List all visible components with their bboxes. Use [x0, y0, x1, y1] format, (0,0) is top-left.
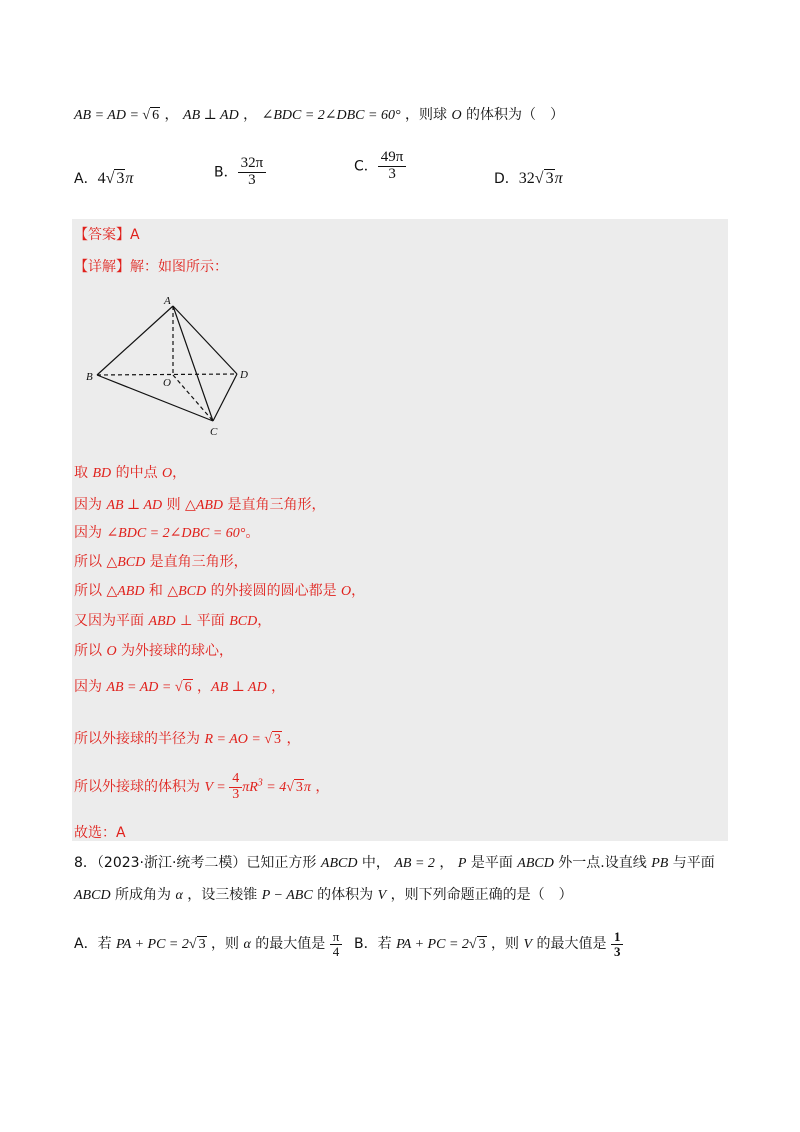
sqrt-6: √ 6: [142, 108, 160, 123]
step-2: 因为 AB ⊥ AD 则 △ABD 是直角三角形，: [74, 497, 326, 513]
label-c: C: [210, 426, 218, 438]
step-10: 所以外接球的体积为 V = $\frac{4}{3}$ $\pi R^3 = 4√$ 3π ，: [74, 771, 330, 802]
question-7-stem: AB = AD = √ 6 ， AB ⊥ AD ， ∠BDC = 2∠DBC = 60° ，则球 O 的体积为（ ）: [74, 107, 565, 123]
edge-ac: [173, 306, 213, 421]
question-8-line-2: ABCD 所成角为 α ，设三棱锥 P − ABC 的体积为 V ，则下列命题正确的是（ ）: [74, 887, 573, 903]
step-9: 所以外接球的半径为 R = AO = √ 3 ，: [74, 731, 301, 747]
step-5: 所以 △ABD 和 △BCD 的外接圆的圆心都是 O，: [74, 583, 366, 599]
question-8-line-1: 8．（2023·浙江·统考二模）已知正方形 ABCD 中， AB = 2 ， P 是平面 ABCD 外一点.设直线 PB 与平面: [74, 855, 715, 871]
option-b: B． $\frac{32\pi}{3}$: [214, 156, 266, 189]
segment-oc: [173, 375, 213, 421]
question-8-option-b: B．若 PA + PC = 2√ 3 ，则 V 的最大值是 $\frac{1}{3}$: [354, 930, 623, 958]
tetrahedron-figure: [80, 292, 260, 440]
question-8-option-a: A．若 PA + PC = 2√ 3 ，则 α 的最大值是 $\frac{\pi}{4}$: [74, 930, 342, 958]
step-3: 因为 ∠BDC = 2∠DBC = 60°。: [74, 525, 260, 541]
edge-ad: [173, 306, 237, 374]
step-6: 又因为平面 ABD ⊥ 平面 BCD，: [74, 613, 272, 629]
edge-bd: [97, 374, 237, 375]
option-a: A．4√ 3π: [74, 170, 134, 187]
detail-line: 【详解】解：如图所示：: [74, 259, 228, 275]
step-4: 所以 △BCD 是直角三角形，: [74, 554, 248, 570]
step-7: 所以 O 为外接球的球心，: [74, 643, 234, 659]
edge-dc: [213, 374, 237, 421]
option-d: D．32√ 3π: [494, 170, 563, 187]
answer-line: 【答案】A: [74, 227, 140, 243]
stem-math-1: AB = AD =: [74, 108, 143, 123]
step-1: 取 BD 的中点 O，: [74, 465, 187, 481]
label-a: A: [164, 295, 171, 307]
step-8: 因为 AB = AD = √ 6 ，AB ⊥ AD ，: [74, 679, 286, 695]
step-11: 故选：A: [74, 825, 126, 841]
label-o: O: [163, 377, 171, 389]
edge-bc: [97, 375, 213, 421]
label-d: D: [240, 369, 248, 381]
label-b: B: [86, 371, 93, 383]
edge-ab: [97, 306, 173, 375]
option-c: C． $\frac{49\pi}{3}$: [354, 150, 406, 183]
